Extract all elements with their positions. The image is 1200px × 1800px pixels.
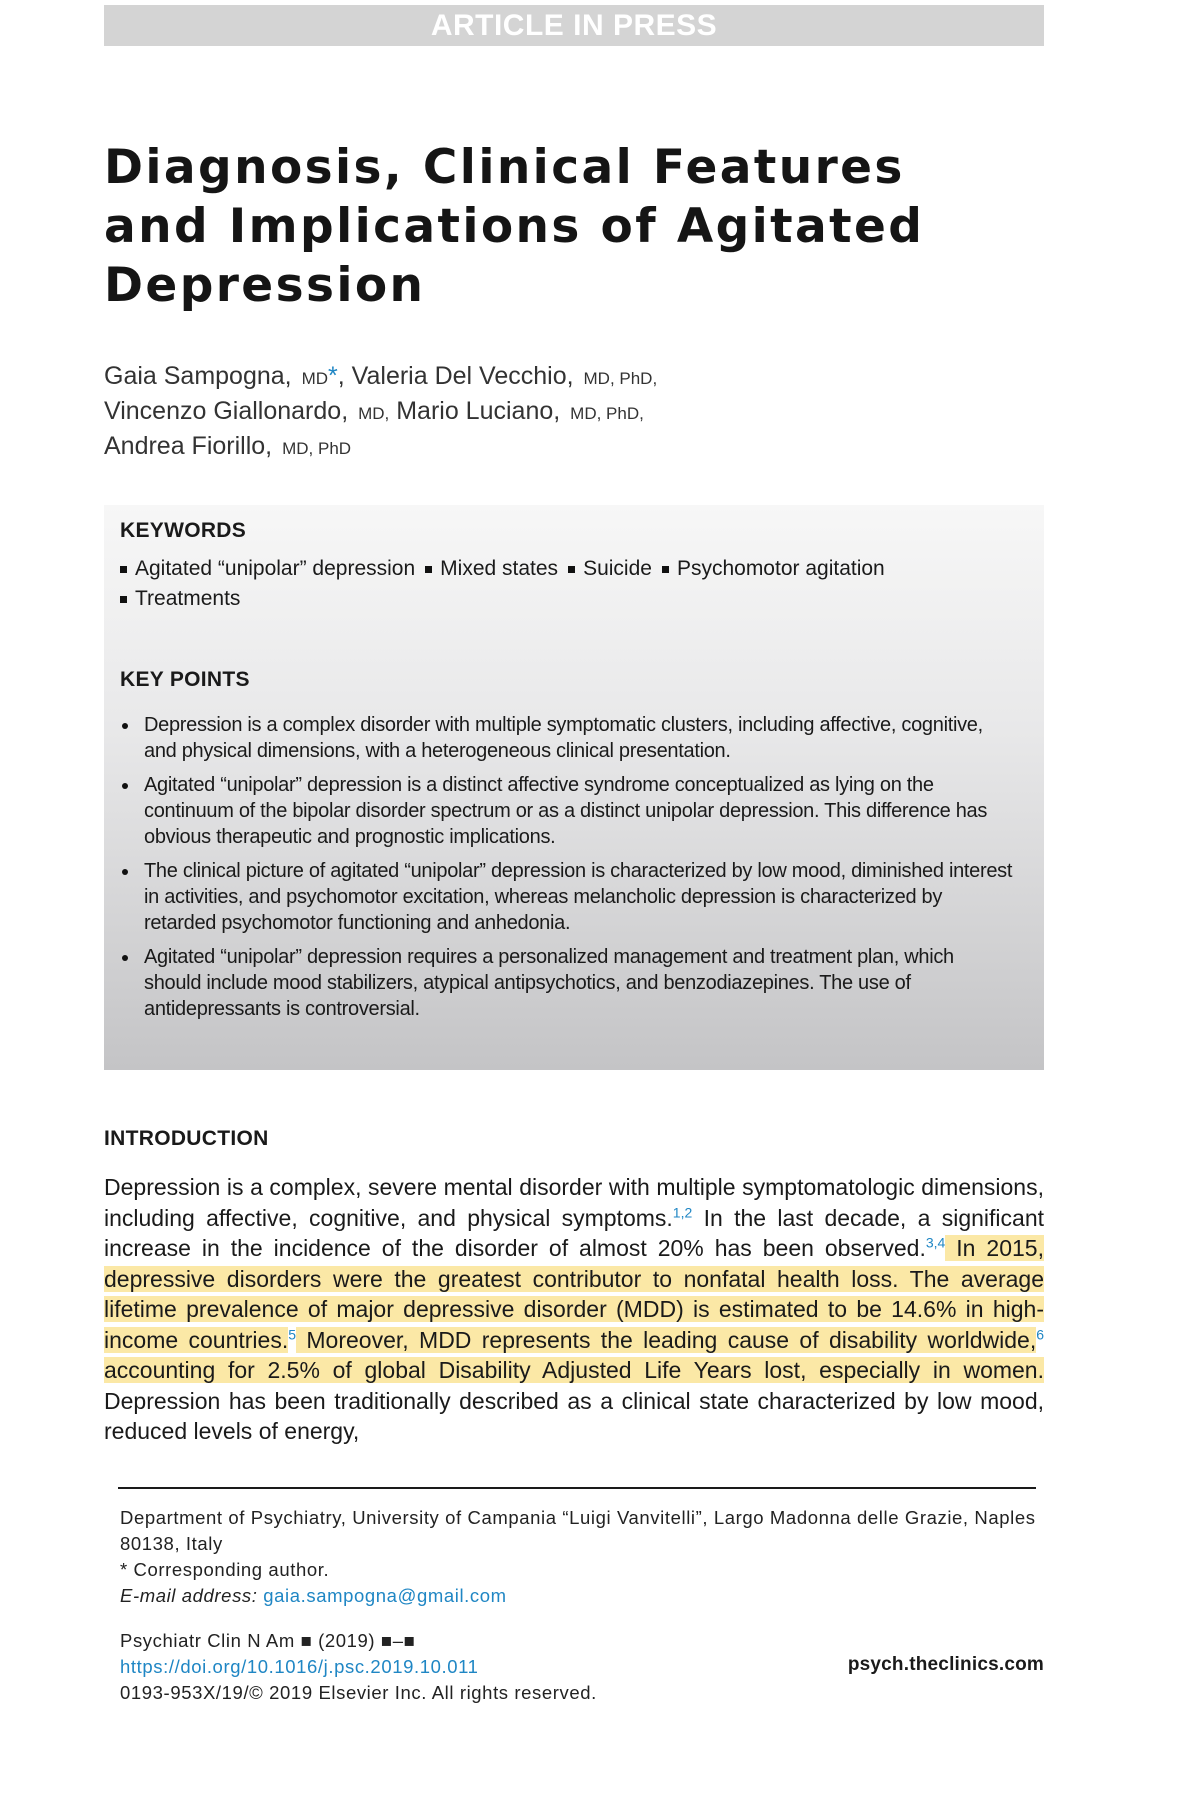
author-degrees: MD, PhD, xyxy=(583,369,658,388)
corresponding-author-note: * Corresponding author. xyxy=(120,1559,330,1580)
reference-link[interactable]: 5 xyxy=(288,1325,297,1342)
email-label: E-mail address: xyxy=(120,1585,258,1606)
author: Gaia Sampogna, MD*, xyxy=(104,362,345,390)
email-line xyxy=(120,1583,1036,1609)
key-point: Depression is a complex disorder with multiple symptomatic clusters, including affective, cognitive, and physical dimensions, with a heterogeneous clinical presentation. xyxy=(120,712,1014,764)
keyword-bullet xyxy=(568,566,575,573)
author xyxy=(104,397,389,425)
email-link[interactable]: gaia.sampogna@gmail.com xyxy=(263,1585,507,1606)
bullet-icon xyxy=(122,723,128,729)
author xyxy=(396,397,644,425)
affiliation: Department of Psychiatry, University of Campania “Luigi Vanvitelli”, Largo Madonna delle Grazie, Naples 80138, Italy xyxy=(120,1507,1036,1554)
author-name: Gaia Sampogna, xyxy=(104,362,292,390)
corresponding-author-mark[interactable]: * xyxy=(328,362,338,390)
keyword: Agitated “unipolar” depression xyxy=(135,557,416,580)
bullet-icon xyxy=(122,869,128,875)
footnote xyxy=(120,1505,1036,1609)
article-in-press-banner: ARTICLE IN PRESS xyxy=(104,5,1044,46)
author-degrees: MD, xyxy=(358,404,390,423)
author-name: Valeria Del Vecchio, xyxy=(351,362,574,390)
doi-link[interactable]: https://doi.org/10.1016/j.psc.2019.10.011 xyxy=(120,1656,479,1677)
author-degrees: MD, PhD xyxy=(282,439,352,458)
highlighted-text: Moreover, MDD represents the leading cause of disability worldwide, xyxy=(296,1326,1037,1353)
keyword-bullet xyxy=(120,566,127,573)
author-list xyxy=(104,360,1004,465)
author-name: Vincenzo Giallonardo, xyxy=(104,397,349,425)
author xyxy=(352,362,658,390)
keyword: Treatments xyxy=(135,587,241,610)
keyword: Suicide xyxy=(583,557,652,580)
footnote-divider xyxy=(118,1487,1036,1489)
introduction-heading: INTRODUCTION xyxy=(104,1127,269,1150)
article-title: Diagnosis, Clinical Features and Implications of Agitated Depression xyxy=(104,140,925,313)
keywords-keypoints-box xyxy=(104,505,1044,1070)
author-name: Andrea Fiorillo, xyxy=(104,432,273,460)
keyword-bullet xyxy=(662,566,669,573)
key-points-list xyxy=(120,712,1014,1030)
key-point: Agitated “unipolar” depression requires a personalized management and treatment plan, which should include mood stabilizers, atypical antipsychotics, and benzodiazepines. The use of antidepressants is controversial. xyxy=(120,944,1014,1022)
highlighted-text: In 2015, depressive disorders were the greatest contributor to nonfatal health loss. The average lifetime prevalence of major depressive disorder (MDD) is estimated to be 14.6% in high-income countries. xyxy=(104,1235,1044,1353)
author-degrees: MD xyxy=(301,369,329,388)
author-degrees: MD, PhD, xyxy=(570,404,644,423)
bullet-icon xyxy=(122,955,128,961)
key-points-heading: KEY POINTS xyxy=(120,668,250,691)
reference-link[interactable]: 1,2 xyxy=(672,1203,693,1220)
keyword-bullet xyxy=(120,596,127,603)
journal-citation: Psychiatr Clin N Am ■ (2019) ■–■ xyxy=(120,1630,416,1651)
highlighted-text: accounting for 2.5% of global Disability Adjusted Life Years lost, especially in women. xyxy=(104,1357,1044,1383)
author-name: Mario Luciano, xyxy=(396,397,561,425)
keywords-list xyxy=(120,554,1020,614)
key-point: The clinical picture of agitated “unipolar” depression is characterized by low mood, diminished interest in activities, and psychomotor excitation, whereas melancholic depression is characterized by retarded psychomotor functioning and anhedonia. xyxy=(120,858,1014,936)
reference-link[interactable]: 3,4 xyxy=(925,1234,946,1251)
copyright: 0193-953X/19/© 2019 Elsevier Inc. All rights reserved. xyxy=(120,1682,597,1703)
keywords-heading: KEYWORDS xyxy=(120,519,247,542)
introduction-paragraph: Depression is a complex, severe mental disorder with multiple symptomatologic dimensions, including affective, cognitive, and physical symptoms.$^{1,2}$ In the last decade, a significant increase in the incidence of the disorder of almost 20% has been observed.$^{3,4}$ In 2015, depressive disorders were the greatest contributor to nonfatal health loss. The average lifetime prevalence of major depressive disorder (MDD) is estimated to be 14.6% in high-income countries.$^5$ Moreover, MDD represents the leading cause of disability worldwide,$^6$ accounting for 2.5% of global Disability Adjusted Life Years lost, especially in women. Depression has been traditionally described as a clinical state characterized by low mood, reduced levels of energy, xyxy=(104,1174,1045,1444)
key-point: Agitated “unipolar” depression is a distinct affective syndrome conceptualized as lying on the continuum of the bipolar disorder spectrum or as a distinct unipolar depression. This difference has obvious therapeutic and prognostic implications. xyxy=(120,772,1014,850)
journal-website[interactable]: psych.theclinics.com xyxy=(847,1654,1044,1675)
author xyxy=(104,432,351,460)
reference-link[interactable]: 6 xyxy=(1036,1325,1045,1342)
keyword-bullet xyxy=(425,566,432,573)
keyword: Mixed states xyxy=(440,557,559,580)
bullet-icon xyxy=(122,783,128,789)
keyword: Psychomotor agitation xyxy=(676,557,885,580)
